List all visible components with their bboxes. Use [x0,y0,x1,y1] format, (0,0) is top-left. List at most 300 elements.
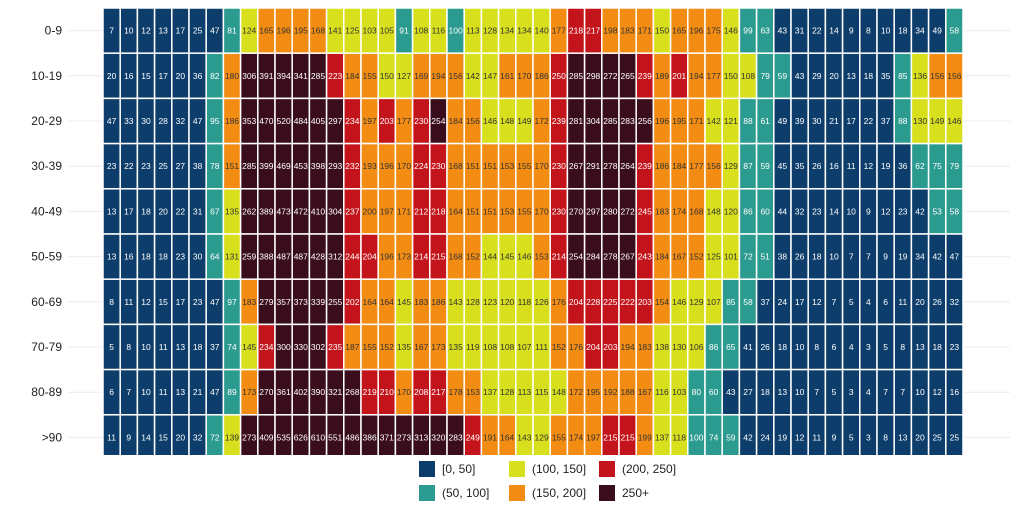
legend-label-250-plus: 250+ [622,486,650,500]
cell-value-label: 320 [431,432,446,443]
cell-value-label: 409 [259,432,274,443]
cell-value-label: 31 [192,206,203,217]
cell-value-label: 23 [141,161,151,172]
cell-value-label: 7 [866,251,871,262]
legend-item-50-100 [418,483,489,503]
cell-value-label: 23 [192,296,203,307]
cell-value-label: 60 [708,387,719,398]
cell-value-label: 78 [210,161,220,172]
cell-value-label: 232 [345,161,360,172]
cell-value-label: 64 [210,251,220,262]
cell-value-label: 9 [883,251,888,262]
cell-value-label: 398 [310,161,326,172]
cell-value-label: 47 [210,25,220,36]
cell-value-label: 267 [620,251,635,262]
cell-value-label: 235 [328,342,343,352]
cell-value-label: 23 [106,161,117,172]
cell-value-label: 225 [603,296,618,307]
cell-value-label: 469 [276,161,291,172]
cell-value-label: 146 [482,116,498,126]
cell-value-label: 321 [328,387,343,398]
cell-value-label: 103 [362,25,377,36]
cell-value-label: 203 [637,296,652,307]
cell-value-label: 35 [794,161,805,172]
cell-value-label: 100 [448,25,463,36]
cell-value-label: 135 [448,342,463,352]
cell-value-label: 108 [482,342,498,352]
cell-value-label: 37 [760,296,770,307]
cell-value-label: 17 [158,70,168,81]
row-tick-label: 50-59 [31,249,62,264]
cell-value-label: 99 [743,25,753,36]
cell-value-label: 219 [362,387,377,398]
cell-value-label: 148 [706,206,721,217]
cell-value-label: 18 [777,342,788,352]
cell-value-label: 174 [568,432,584,443]
cell-value-label: 196 [379,251,394,262]
cell-value-label: 85 [898,70,908,81]
cell-value-label: 170 [396,387,412,398]
cell-value-label: 16 [949,387,960,398]
cell-value-label: 170 [534,161,549,172]
cell-value-label: 16 [829,161,839,172]
cell-value-label: 12 [880,206,891,217]
cell-value-label: 284 [586,251,601,262]
cell-value-label: 12 [812,296,822,307]
cell-value-label: 113 [517,387,532,398]
cell-value-label: 167 [414,342,429,352]
cell-value-label: 27 [175,161,186,172]
cell-value-label: 177 [396,116,412,126]
cell-value-label: 283 [620,116,635,126]
cell-value-label: 3 [866,342,871,352]
cell-value-label: 5 [848,432,854,443]
cell-value-label: 12 [794,432,805,443]
cell-value-label: 270 [259,387,274,398]
legend-item-0-50 [418,459,475,479]
cell-value-label: 202 [345,296,360,307]
legend-swatch-50-100 [418,484,436,502]
cell-value-label: 7 [126,387,132,398]
cell-value-label: 32 [949,296,960,307]
cell-value-label: 297 [586,206,601,217]
cell-value-label: 138 [654,342,670,352]
cell-value-label: 25 [192,25,203,36]
cell-value-label: 16 [124,70,134,81]
cell-value-label: 196 [379,161,394,172]
cell-value-label: 186 [534,70,549,81]
cell-value-label: 212 [414,206,429,217]
cell-value-label: 484 [293,116,308,126]
cell-value-label: 126 [534,296,549,307]
cell-value-label: 45 [777,161,788,172]
cell-value-label: 13 [777,387,788,398]
cell-value-label: 10 [141,342,151,352]
row-tick-label: 20-29 [31,114,62,128]
cell-value-label: 12 [141,25,151,36]
cell-value-label: 146 [517,251,532,262]
cell-value-label: 168 [689,206,704,217]
cell-value-label: 20 [175,70,186,81]
cell-value-label: 278 [603,251,618,262]
cell-value-label: 218 [431,206,446,217]
cell-value-label: 107 [517,342,532,352]
cell-value-label: 164 [362,296,377,307]
cell-value-label: 215 [603,432,618,443]
cell-value-label: 7 [831,296,837,307]
cell-value-label: 9 [848,25,854,36]
cell-value-label: 121 [723,116,738,126]
cell-value-label: 153 [534,251,549,262]
cell-value-label: 108 [414,25,429,36]
cell-value-label: 18 [760,387,770,398]
cell-value-label: 410 [310,206,326,217]
cell-value-label: 27 [743,387,753,398]
cell-value-label: 25 [932,432,942,443]
cell-value-label: 155 [362,70,377,81]
cell-value-label: 105 [379,25,394,36]
cell-value-label: 215 [620,432,635,443]
cell-value-label: 285 [603,116,618,126]
cell-value-label: 9 [866,206,871,217]
cell-value-label: 11 [124,296,134,307]
cell-value-label: 21 [192,387,203,398]
cell-value-label: 428 [310,251,326,262]
cell-value-label: 204 [568,296,584,307]
cell-value-label: 214 [551,251,566,262]
cell-value-label: 13 [158,25,168,36]
cell-value-label: 91 [399,25,409,36]
cell-value-label: 20 [829,70,839,81]
cell-value-label: 80 [691,387,702,398]
cell-value-label: 72 [743,251,753,262]
cell-value-label: 139 [224,432,240,443]
cell-value-label: 13 [846,70,856,81]
cell-value-label: 26 [812,161,822,172]
cell-value-label: 30 [141,116,151,126]
cell-value-label: 17 [794,296,805,307]
cell-value-label: 151 [465,206,480,217]
cell-value-label: 152 [465,251,480,262]
cell-value-label: 47 [210,387,220,398]
cell-value-label: 250 [551,70,566,81]
cell-value-label: 239 [551,116,566,126]
cell-value-label: 215 [431,251,446,262]
cell-value-label: 174 [672,206,687,217]
cell-value-label: 151 [465,161,480,172]
legend-item-250-plus [598,483,649,503]
cell-value-label: 118 [517,296,532,307]
legend-item-100-150 [508,459,586,479]
cell-value-label: 18 [932,342,942,352]
cell-value-label: 184 [448,116,463,126]
cell-value-label: 453 [293,161,308,172]
cell-value-label: 37 [880,116,891,126]
cell-value-label: 87 [743,161,753,172]
cell-value-label: 88 [898,116,908,126]
cell-value-label: 10 [880,25,891,36]
cell-value-label: 472 [293,206,308,217]
cell-value-label: 39 [794,116,805,126]
cell-value-label: 20 [915,296,925,307]
cell-value-label: 6 [883,296,888,307]
cell-value-label: 18 [898,25,908,36]
cell-value-label: 137 [482,387,498,398]
cell-value-label: 30 [812,116,822,126]
cell-value-label: 15 [158,432,168,443]
cell-value-label: 103 [672,387,687,398]
legend-item-200-250 [598,459,676,479]
cell-value-label: 234 [259,342,274,352]
cell-value-label: 486 [345,432,360,443]
cell-value-label: 371 [379,432,394,443]
cell-value-label: 131 [224,251,240,262]
cell-value-label: 23 [812,206,822,217]
cell-value-label: 291 [586,161,601,172]
cell-value-label: 470 [259,116,274,126]
cell-value-label: 59 [760,161,770,172]
cell-value-label: 155 [362,342,377,352]
cell-value-label: 237 [345,206,360,217]
cell-value-label: 42 [915,206,925,217]
cell-value-label: 184 [345,70,360,81]
cell-value-label: 194 [689,70,704,81]
cell-value-label: 178 [448,387,463,398]
cell-value-label: 164 [379,296,394,307]
cell-value-label: 18 [141,206,151,217]
cell-value-label: 108 [500,342,515,352]
cell-value-label: 610 [310,432,326,443]
cell-value-label: 167 [672,251,687,262]
cell-value-label: 18 [863,70,874,81]
cell-value-label: 161 [500,70,515,81]
cell-value-label: 186 [431,296,446,307]
cell-value-label: 192 [603,387,618,398]
cell-value-label: 4 [866,387,871,398]
cell-value-label: 169 [414,70,429,81]
cell-value-label: 123 [482,296,498,307]
cell-value-label: 23 [949,342,960,352]
cell-value-label: 8 [109,296,114,307]
cell-value-label: 186 [224,116,240,126]
cell-value-label: 146 [947,116,962,126]
cell-value-label: 214 [414,251,429,262]
cell-value-label: 10 [846,206,856,217]
cell-value-label: 150 [654,25,670,36]
cell-value-label: 210 [379,387,394,398]
cell-value-label: 196 [654,116,670,126]
cell-value-label: 10 [141,387,151,398]
cell-value-label: 197 [379,206,394,217]
cell-value-label: 170 [534,206,549,217]
cell-value-label: 107 [706,296,721,307]
cell-value-label: 191 [482,432,498,443]
legend-swatch-200-250 [598,460,616,478]
cell-value-label: 386 [362,432,377,443]
cell-value-label: 389 [259,206,274,217]
cell-value-label: 312 [328,251,343,262]
cell-value-label: 6 [831,342,837,352]
cell-value-label: 119 [466,342,480,352]
cell-value-label: 97 [227,296,237,307]
cell-value-label: 156 [465,116,480,126]
cell-value-label: 203 [603,342,618,352]
cell-value-label: 194 [620,342,635,352]
cell-value-label: 49 [932,25,942,36]
cell-value-label: 195 [293,25,308,36]
cell-value-label: 203 [379,116,394,126]
cell-value-label: 171 [689,116,704,126]
cell-value-label: 4 [848,342,854,352]
cell-value-label: 86 [743,206,753,217]
cell-value-label: 19 [880,161,891,172]
cell-value-label: 153 [500,206,515,217]
cell-value-label: 130 [672,342,687,352]
cell-value-label: 339 [310,296,326,307]
cell-value-label: 125 [706,251,721,262]
cell-value-label: 194 [431,70,446,81]
cell-value-label: 13 [898,432,908,443]
row-tick-label: >90 [41,430,62,445]
cell-value-label: 186 [654,161,670,172]
cell-value-label: 10 [829,251,839,262]
cell-value-label: 116 [655,387,669,398]
cell-value-label: 12 [141,296,151,307]
cell-value-label: 142 [706,116,721,126]
cell-value-label: 22 [124,161,134,172]
cell-value-label: 265 [620,70,635,81]
cell-value-label: 151 [482,161,498,172]
cell-value-label: 256 [637,116,652,126]
cell-value-label: 3 [848,387,854,398]
cell-value-label: 42 [743,432,753,443]
cell-value-label: 255 [328,296,343,307]
cell-value-label: 130 [912,116,928,126]
cell-value-label: 34 [915,25,925,36]
cell-value-label: 341 [293,70,308,81]
legend-swatch-150-200 [508,484,526,502]
cell-value-label: 11 [846,161,856,172]
cell-value-label: 285 [310,70,326,81]
cell-value-label: 128 [465,296,480,307]
cell-value-label: 67 [210,206,220,217]
cell-value-label: 7 [109,25,114,36]
cell-value-label: 193 [362,161,377,172]
cell-value-label: 41 [743,342,753,352]
cell-value-label: 279 [259,296,274,307]
cell-value-label: 177 [551,25,566,36]
cell-value-label: 95 [210,116,220,126]
cell-value-label: 285 [242,161,257,172]
cell-value-label: 626 [293,432,308,443]
cell-value-label: 16 [124,251,134,262]
cell-value-label: 82 [210,70,220,81]
cell-value-label: 254 [568,251,584,262]
cell-value-label: 14 [829,25,839,36]
cell-value-label: 146 [672,296,687,307]
cell-value-label: 149 [930,116,945,126]
cell-value-label: 47 [949,251,960,262]
cell-value-label: 164 [448,206,463,217]
cell-value-label: 32 [192,432,203,443]
cell-value-label: 20 [158,206,168,217]
cell-value-label: 12 [863,161,874,172]
cell-value-label: 330 [293,342,308,352]
cell-value-label: 128 [500,387,515,398]
cell-value-label: 36 [898,161,908,172]
cell-value-label: 120 [723,206,738,217]
cell-value-label: 201 [672,70,687,81]
cell-value-label: 388 [259,251,274,262]
cell-value-label: 149 [517,116,532,126]
row-tick-label: 80-89 [31,385,62,400]
cell-value-label: 394 [276,70,291,81]
cell-value-label: 273 [242,432,257,443]
cell-value-label: 5 [883,342,888,352]
cell-value-label: 135 [396,342,412,352]
row-tick-label: 60-69 [31,294,62,309]
cell-value-label: 8 [883,432,888,443]
cell-value-label: 19 [777,432,788,443]
cell-value-label: 278 [603,161,618,172]
cell-value-label: 74 [708,432,719,443]
cell-value-label: 184 [654,251,670,262]
cell-value-label: 3 [866,432,871,443]
cell-value-label: 156 [947,70,962,81]
cell-value-label: 4 [866,296,871,307]
cell-value-label: 35 [880,70,891,81]
cell-value-label: 298 [586,70,601,81]
cell-value-label: 168 [310,25,326,36]
cell-value-label: 224 [414,161,429,172]
cell-value-label: 59 [777,70,788,81]
cell-value-label: 259 [242,251,257,262]
cell-value-label: 38 [777,251,788,262]
row-tick-label: 40-49 [31,204,62,219]
cell-value-label: 142 [465,70,480,81]
cell-value-label: 23 [175,251,186,262]
cell-value-label: 5 [109,342,114,352]
cell-value-label: 74 [227,342,237,352]
cell-value-label: 151 [482,206,498,217]
cell-value-label: 53 [932,206,942,217]
cell-value-label: 165 [672,25,687,36]
cell-value-label: 143 [448,296,463,307]
cell-value-label: 204 [362,251,377,262]
cell-value-label: 154 [654,296,670,307]
cell-value-label: 10 [124,25,134,36]
cell-value-label: 81 [227,25,237,36]
cell-value-label: 170 [396,161,412,172]
cell-value-label: 302 [310,342,326,352]
cell-value-label: 184 [672,161,687,172]
legend-label-100-150: (100, 150] [532,462,587,476]
cell-value-label: 168 [448,161,463,172]
cell-value-label: 195 [586,387,601,398]
cell-value-label: 32 [794,206,805,217]
cell-value-label: 535 [276,432,291,443]
cell-value-label: 47 [192,116,203,126]
cell-value-label: 170 [517,70,532,81]
cell-value-label: 144 [482,251,498,262]
cell-value-label: 31 [794,25,805,36]
legend-swatch-100-150 [508,460,526,478]
cell-value-label: 5 [848,296,854,307]
cell-value-label: 153 [465,387,480,398]
cell-value-label: 22 [812,25,822,36]
cell-value-label: 19 [898,251,908,262]
cell-value-label: 208 [414,387,429,398]
